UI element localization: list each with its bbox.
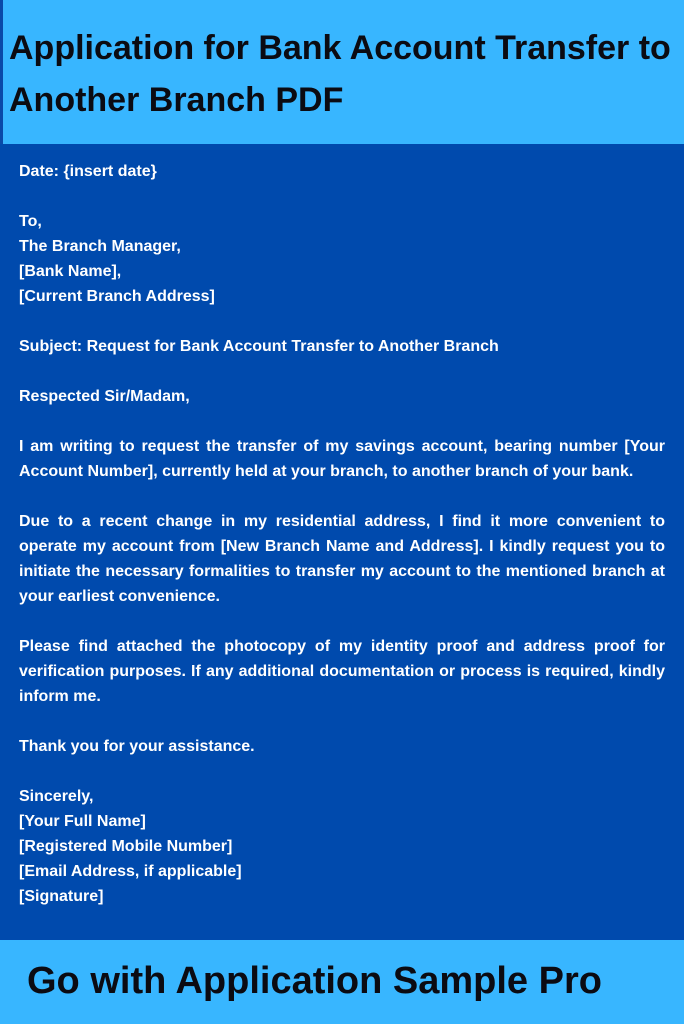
closing-block — [19, 784, 665, 909]
letter-body — [0, 144, 684, 940]
paragraph-reason: Due to a recent change in my residential address, I find it more convenient to operate my account from [New Branch Name and Address]. I kindly request you to initiate the necessary formalities to transfer my account to the mentioned branch at your earliest convenience. — [19, 513, 665, 605]
closing-email: [Email Address, if applicable] — [19, 863, 242, 880]
letter-date: Date: {insert date} — [19, 163, 157, 180]
recipient-block — [19, 209, 665, 309]
page-title: Application for Bank Account Transfer to Another Branch PDF — [9, 29, 671, 119]
footer-brand-text: Go with Application Sample Pro — [27, 960, 602, 1002]
recipient-to: To, — [19, 213, 42, 230]
recipient-branch-address: [Current Branch Address] — [19, 288, 215, 305]
recipient-bank-name: [Bank Name], — [19, 263, 122, 280]
closing-sign-off: Sincerely, — [19, 788, 94, 805]
closing-full-name: [Your Full Name] — [19, 813, 146, 830]
closing-signature: [Signature] — [19, 888, 104, 905]
paragraph-thanks: Thank you for your assistance. — [19, 738, 255, 755]
paragraph-request: I am writing to request the transfer of my savings account, bearing number [Your Account Number], currently held at your branch, to another branch of your bank. — [19, 438, 665, 480]
closing-mobile: [Registered Mobile Number] — [19, 838, 233, 855]
recipient-manager: The Branch Manager, — [19, 238, 181, 255]
footer-banner — [0, 940, 684, 1024]
letter-salutation: Respected Sir/Madam, — [19, 388, 190, 405]
paragraph-attachments: Please find attached the photocopy of my identity proof and address proof for verification purposes. If any additional documentation or process is required, kindly inform me. — [19, 638, 665, 705]
letter-subject: Subject: Request for Bank Account Transfer to Another Branch — [19, 338, 499, 355]
header-banner — [0, 0, 684, 144]
